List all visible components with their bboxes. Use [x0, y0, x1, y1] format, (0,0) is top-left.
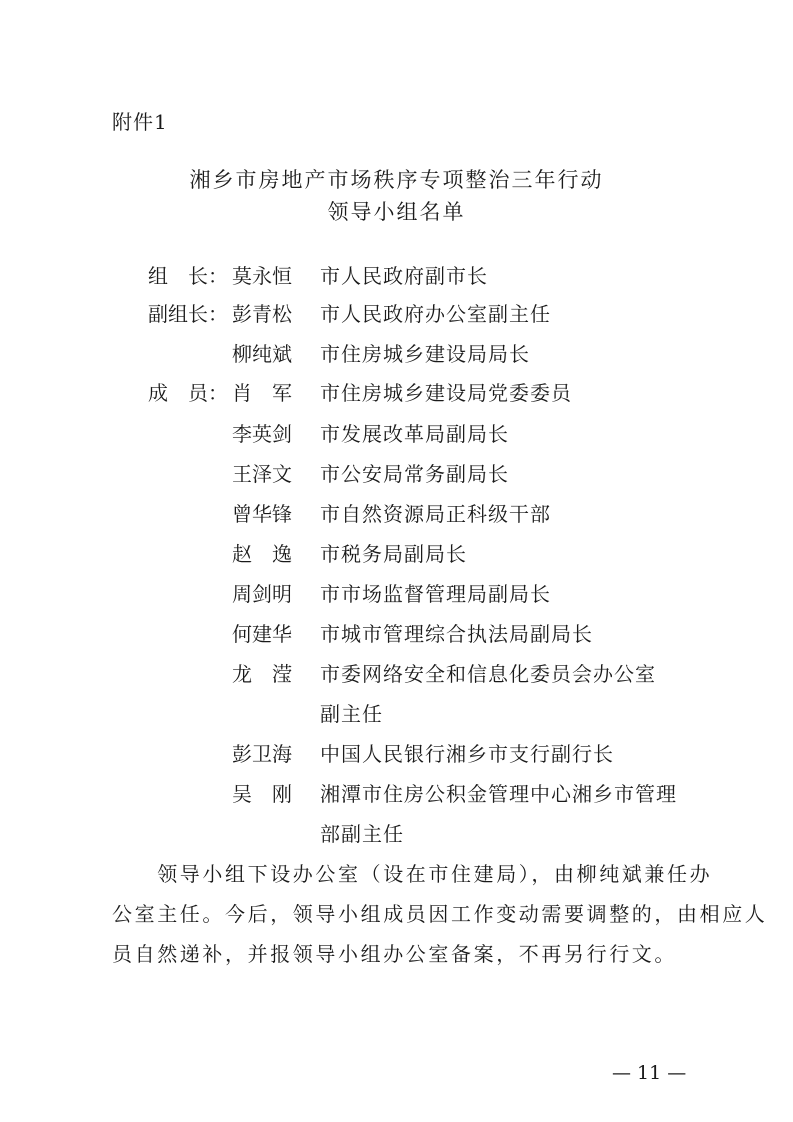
member-position: 市税务局副局长	[320, 542, 467, 566]
member-position: 中国人民银行湘乡市支行副行长	[320, 742, 614, 766]
member-position: 市公安局常务副局长	[320, 462, 509, 486]
member-name: 柳纯斌	[232, 342, 292, 366]
member-row-continuation	[0, 698, 793, 728]
member-role: 组 长：	[148, 264, 228, 288]
member-name: 彭卫海	[232, 742, 292, 766]
member-position: 市城市管理综合执法局副局长	[320, 622, 593, 646]
page-number: — 11 —	[612, 1062, 687, 1084]
member-name: 王泽文	[232, 462, 292, 486]
member-position: 市人民政府办公室副主任	[320, 302, 551, 326]
member-position: 部副主任	[320, 822, 404, 846]
member-position: 市发展改革局副局长	[320, 422, 509, 446]
member-position: 市市场监督管理局副局长	[320, 582, 551, 606]
member-row	[0, 418, 793, 448]
member-row	[0, 458, 793, 488]
member-position: 市住房城乡建设局局长	[320, 342, 530, 366]
member-row	[0, 658, 793, 688]
document-title-line-1: 湘乡市房地产市场秩序专项整治三年行动	[189, 168, 604, 192]
member-role: 成 员：	[148, 381, 228, 405]
note-paragraph-line-2: 公室主任。今后，领导小组成员因工作变动需要调整的，由相应人	[112, 902, 768, 926]
member-row-continuation	[0, 818, 793, 848]
member-row	[0, 618, 793, 648]
document-title-line-2: 领导小组名单	[327, 200, 466, 224]
member-row	[0, 338, 793, 368]
member-position: 副主任	[320, 702, 383, 726]
member-role: 副组长：	[148, 302, 228, 326]
member-name: 曾华锋	[232, 502, 292, 526]
member-position: 市住房城乡建设局党委委员	[320, 381, 572, 405]
member-row	[0, 538, 793, 568]
member-name: 莫永恒	[232, 264, 292, 288]
member-row	[0, 298, 793, 328]
attachment-label: 附件1	[112, 110, 168, 134]
member-name: 龙 滢	[232, 662, 292, 686]
member-row	[0, 377, 793, 407]
member-position: 市自然资源局正科级干部	[320, 502, 551, 526]
member-name: 李英剑	[232, 422, 292, 446]
member-name: 周剑明	[232, 582, 292, 606]
member-name: 肖 军	[232, 381, 292, 405]
member-row	[0, 778, 793, 808]
member-row	[0, 738, 793, 768]
member-position: 市委网络安全和信息化委员会办公室	[320, 662, 656, 686]
member-position: 市人民政府副市长	[320, 264, 488, 288]
member-name: 何建华	[232, 622, 292, 646]
member-row	[0, 498, 793, 528]
member-position: 湘潭市住房公积金管理中心湘乡市管理	[320, 782, 677, 806]
member-name: 彭青松	[232, 302, 292, 326]
member-row	[0, 578, 793, 608]
member-name: 吴 刚	[232, 782, 292, 806]
note-paragraph-line-3: 员自然递补，并报领导小组办公室备案，不再另行行文。	[112, 942, 677, 966]
note-paragraph-line-1: 领导小组下设办公室（设在市住建局），由柳纯斌兼任办	[112, 862, 713, 886]
member-row	[0, 260, 793, 290]
member-name: 赵 逸	[232, 542, 292, 566]
